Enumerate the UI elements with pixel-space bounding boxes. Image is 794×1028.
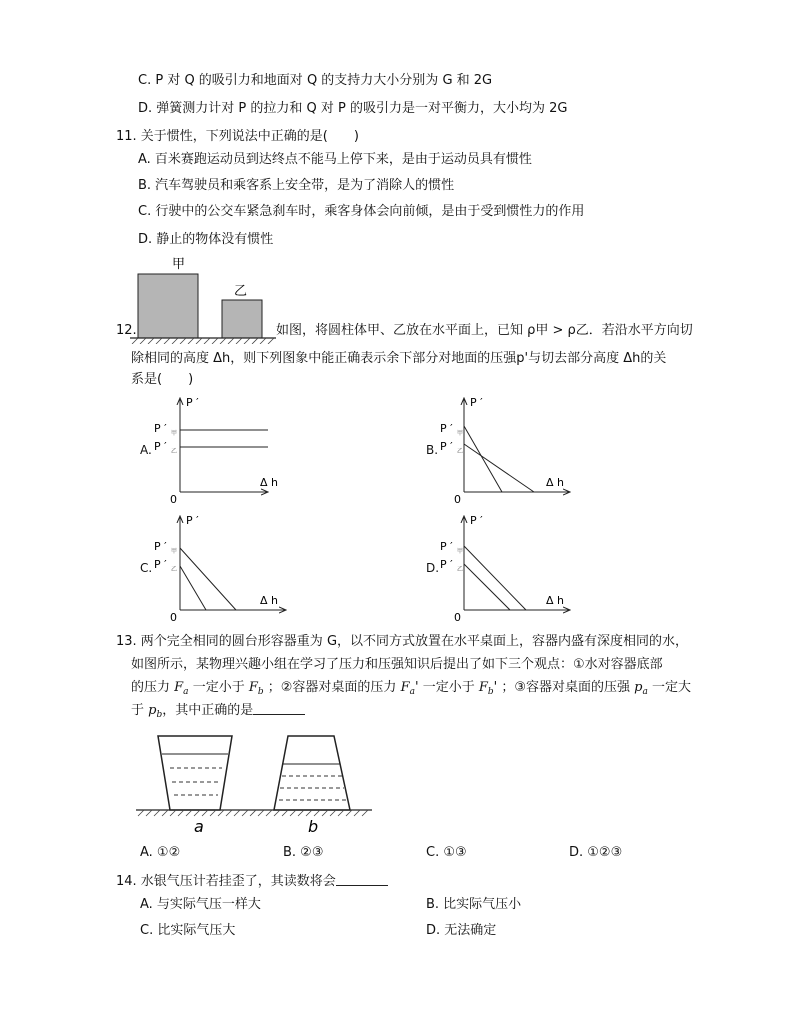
p-yi-label: P ′ xyxy=(440,558,453,571)
q13-option-b: B. ②③ xyxy=(283,845,324,860)
y-axis-label: P ′ xyxy=(470,396,483,409)
q12-graph-d xyxy=(434,508,574,628)
q13-option-c: C. ①③ xyxy=(426,845,467,860)
q12-graph-a xyxy=(150,390,290,510)
q12-option-c-label: C. xyxy=(140,561,153,575)
Fa-prime: F xyxy=(400,680,410,695)
q12-graph-b xyxy=(434,390,574,510)
svg-text:甲: 甲 xyxy=(171,548,178,555)
q11-option-b: B. 汽车驾驶员和乘客系上安全带，是为了消除人的惯性 xyxy=(138,178,455,193)
origin-label: 0 xyxy=(170,611,177,624)
Fa: F xyxy=(174,680,184,695)
p-jia-label: P ′ xyxy=(154,540,167,553)
svg-text:乙: 乙 xyxy=(171,566,178,573)
origin-label: 0 xyxy=(454,611,461,624)
q14-option-d: D. 无法确定 xyxy=(426,923,497,938)
table-hatching xyxy=(138,810,368,816)
p-yi-label: P ′ xyxy=(154,440,167,453)
q13-line4: 于 $p_b$，其中正确的是 xyxy=(131,702,305,724)
q11-stem: 11. 关于惯性，下列说法中正确的是( ) xyxy=(116,129,359,144)
q12-stem-line3: 系是( ) xyxy=(131,372,194,387)
svg-text:乙: 乙 xyxy=(457,566,464,573)
pa: p xyxy=(634,680,643,695)
q14-stem: 14. 水银气压计若挂歪了，其读数将会 xyxy=(116,873,388,891)
y-axis-label: P ′ xyxy=(186,514,199,527)
ground-hatching xyxy=(132,338,274,344)
cylinder-yi xyxy=(222,300,262,338)
cylinder-jia xyxy=(138,274,198,338)
q12-number: 12. xyxy=(116,323,137,338)
q11-option-d: D. 静止的物体没有惯性 xyxy=(138,232,274,247)
Fb: F xyxy=(248,680,258,695)
origin-label: 0 xyxy=(170,493,177,506)
q12-option-b-label: B. xyxy=(426,443,439,457)
label-yi: 乙 xyxy=(234,284,248,299)
svg-text:甲: 甲 xyxy=(457,430,464,437)
q12-stem-line2: 除相同的高度 Δh，则下列图象中能正确表示余下部分对地面的压强p'与切去部分高度 Δh的关 xyxy=(131,351,667,366)
origin-label: 0 xyxy=(454,493,461,506)
x-axis-label: Δ h xyxy=(546,594,564,607)
q12-option-a-label: A. xyxy=(140,443,152,457)
pb: p xyxy=(148,703,157,718)
p-jia-label: P ′ xyxy=(440,422,453,435)
svg-text:甲: 甲 xyxy=(457,548,464,555)
q10-option-c: C. P 对 Q 的吸引力和地面对 Q 的支持力大小分别为 G 和 2G xyxy=(138,73,493,88)
q11-option-c: C. 行驶中的公交车紧急刹车时，乘客身体会向前倾，是由于受到惯性力的作用 xyxy=(138,204,585,219)
q13-line3: 的压力 $F_a$ 一定小于 $F_b$ ；②容器对桌面的压力 $F_a'$ 一定小于 $F_b'$ ；③容器对桌面的压强 $p_a$ 一定大 xyxy=(131,680,691,697)
q13-line2: 如图所示，某物理兴趣小组在学习了压力和压强知识后提出了如下三个观点：①水对容器底部 xyxy=(131,657,663,672)
q12-graph-c xyxy=(150,508,290,628)
label-jia: 甲 xyxy=(172,257,186,272)
x-axis-label: Δ h xyxy=(260,594,278,607)
svg-text:甲: 甲 xyxy=(171,430,178,437)
q14-option-b: B. 比实际气压小 xyxy=(426,897,522,912)
answer-blank xyxy=(253,702,305,715)
q13-option-d: D. ①②③ xyxy=(569,845,623,860)
q13-option-a: A. ①② xyxy=(140,845,181,860)
q14-option-c: C. 比实际气压大 xyxy=(140,923,236,938)
svg-text:乙: 乙 xyxy=(171,448,178,455)
q14-option-a: A. 与实际气压一样大 xyxy=(140,897,261,912)
y-axis-label: P ′ xyxy=(470,514,483,527)
y-axis-label: P ′ xyxy=(186,396,199,409)
x-axis-label: Δ h xyxy=(546,476,564,489)
Fb-prime: F xyxy=(478,680,488,695)
x-axis-label: Δ h xyxy=(260,476,278,489)
line-jia xyxy=(464,546,526,610)
q12-cylinders-figure xyxy=(128,252,278,344)
q13-line1: 13. 两个完全相同的圆台形容器重为 G，以不同方式放置在水平桌面上，容器内盛有深度相同的水， xyxy=(116,634,689,649)
p-jia-label: P ′ xyxy=(154,422,167,435)
q13-containers-figure xyxy=(136,728,376,838)
q12-stem-line1: 如图，将圆柱体甲、乙放在水平面上，已知 ρ甲 > ρ乙．若沿水平方向切 xyxy=(276,323,693,338)
q11-option-a: A. 百米赛跑运动员到达终点不能马上停下来，是由于运动员具有惯性 xyxy=(138,152,532,167)
q12-option-d-label: D. xyxy=(426,561,440,575)
p-yi-label: P ′ xyxy=(440,440,453,453)
p-yi-label: P ′ xyxy=(154,558,167,571)
line-yi xyxy=(464,444,534,492)
line-jia xyxy=(464,426,502,492)
p-jia-label: P ′ xyxy=(440,540,453,553)
svg-text:乙: 乙 xyxy=(457,448,464,455)
q10-option-d: D. 弹簧测力计对 P 的拉力和 Q 对 P 的吸引力是一对平衡力，大小均为 2G xyxy=(138,101,568,116)
answer-blank xyxy=(336,873,388,886)
label-b: b xyxy=(308,817,319,836)
container-b xyxy=(274,736,350,810)
line-jia xyxy=(180,548,236,610)
label-a: a xyxy=(194,817,204,836)
container-a xyxy=(158,736,232,810)
